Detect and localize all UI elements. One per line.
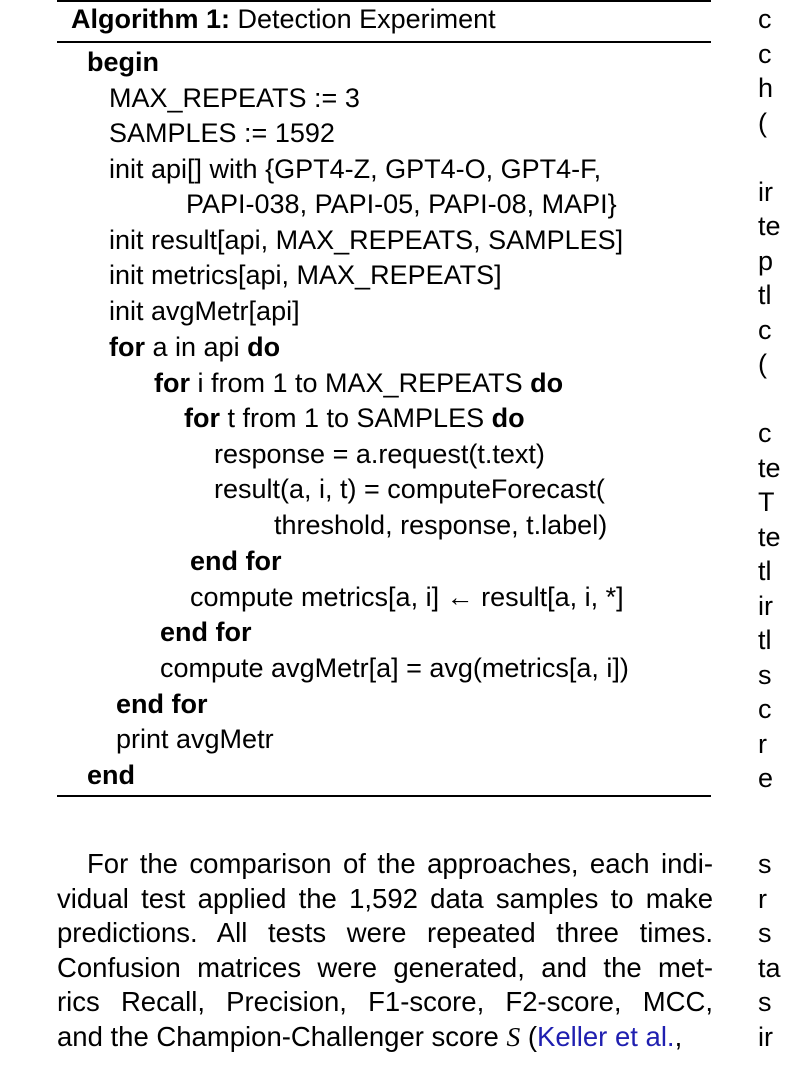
algorithm-line: threshold, response, t.label)	[274, 510, 608, 540]
algorithm-line: init api[] with {GPT4-Z, GPT4-O, GPT4-F,	[109, 154, 602, 184]
algorithm-title-rule	[57, 41, 711, 43]
algorithm-line: for t from 1 to SAMPLES do	[184, 403, 525, 433]
algorithm-caption	[71, 2, 496, 36]
algorithm-line: MAX_REPEATS := 3	[109, 83, 360, 113]
paragraph-line: rics Recall, Precision, F1-score, F2-score, MCC,	[57, 986, 713, 1018]
algorithm-line: init metrics[api, MAX_REPEATS]	[109, 260, 502, 290]
algorithm-line: compute avgMetr[a] = avg(metrics[a, i])	[160, 653, 629, 683]
right-column-bottom-fragments: s r s ta s ir	[758, 849, 781, 1052]
algorithm-line: response = a.request(t.text)	[214, 439, 545, 469]
algorithm-line: compute metrics[a, i] ← result[a, i, *]	[190, 582, 624, 612]
math-variable-s: S	[506, 1020, 521, 1052]
algorithm-line: SAMPLES := 1592	[109, 118, 335, 148]
algorithm-line: end	[87, 760, 136, 790]
algorithm-bottom-rule	[57, 795, 711, 797]
algorithm-line: PAPI-038, PAPI-05, PAPI-08, MAPI}	[186, 189, 617, 219]
paragraph-line: and the Champion-Challenger score S (Keller et al.,	[57, 1020, 683, 1052]
algorithm-line: end for	[160, 617, 252, 647]
body-paragraph	[57, 847, 713, 1055]
algorithm-line: end for	[190, 546, 282, 576]
algorithm-line: begin	[87, 47, 159, 77]
paragraph-line: predictions. All tests were repeated three times.	[57, 917, 713, 949]
algorithm-line: init result[api, MAX_REPEATS, SAMPLES]	[109, 225, 624, 255]
algorithm-line: for a in api do	[109, 332, 281, 362]
algorithm-line: for i from 1 to MAX_REPEATS do	[154, 368, 564, 398]
right-column-top-fragments: c c h ( ir te p tl c ( c te T te tl ir tl s c r e	[758, 4, 781, 793]
algorithm-line: init avgMetr[api]	[109, 296, 300, 326]
citation-link[interactable]: Keller et al.	[537, 1020, 675, 1052]
algorithm-line: end for	[116, 689, 208, 719]
algorithm-title: Detection Experiment	[237, 4, 496, 34]
paragraph-line: For the comparison of the approaches, each indi-	[87, 848, 713, 879]
algorithm-number: Algorithm 1:	[71, 4, 230, 34]
paragraph-line: Confusion matrices were generated, and the met-	[57, 951, 713, 983]
algorithm-line: result(a, i, t) = computeForecast(	[214, 474, 605, 504]
algorithm-line: print avgMetr	[116, 724, 274, 754]
paragraph-line: vidual test applied the 1,592 data samples to make	[57, 882, 713, 914]
